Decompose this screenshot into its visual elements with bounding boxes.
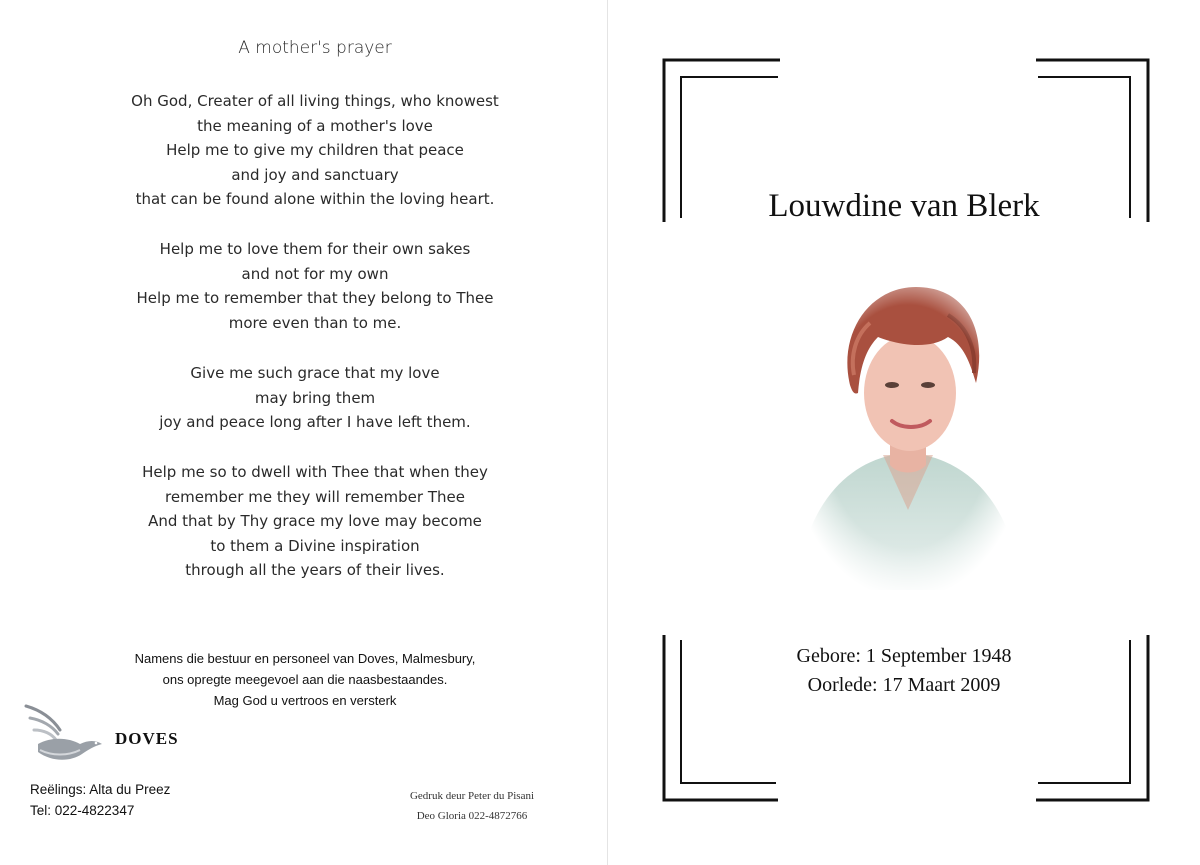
deceased-name: Louwdine van Blerk (768, 188, 1040, 224)
life-dates (608, 642, 1200, 700)
condolence-line: Namens die bestuur en personeel van Doves, Malmesbury, (134, 651, 476, 666)
prayer-stanza-2 (0, 237, 630, 335)
arrangements-contact (30, 779, 170, 821)
prayer-stanza-1 (0, 89, 630, 212)
birth-date: Gebore: 1 September 1948 (796, 645, 1012, 667)
prayer-line: Help me to remember that they belong to Thee (136, 289, 494, 307)
prayer-line: Oh God, Creater of all living things, who knowest (131, 92, 499, 110)
prayer-line: And that by Thy grace my love may become (148, 512, 482, 530)
prayer-stanza-4 (0, 460, 630, 583)
printer-line: Gedruk deur Peter du Pisani (409, 790, 535, 802)
prayer-line: and not for my own (241, 264, 389, 283)
prayer-line: joy and peace long after I have left them. (159, 413, 471, 431)
prayer-line: Give me such grace that my love (190, 364, 440, 382)
printer-line: Deo Gloria 022-4872766 (416, 810, 528, 822)
prayer-line: remember me they will remember Thee (165, 487, 465, 506)
prayer-line: that can be found alone within the loving heart. (135, 190, 495, 208)
prayer-line: through all the years of their lives. (185, 561, 445, 579)
prayer-line: Help me to love them for their own sakes (159, 240, 471, 258)
right-page (608, 0, 1200, 865)
death-date: Oorlede: 17 Maart 2009 (807, 674, 1001, 696)
prayer-line: Help me to give my children that peace (166, 141, 464, 159)
funeral-home-name: DOVES (115, 729, 179, 748)
condolence-line: ons opregte meegevoel aan die naasbestaandes. (162, 672, 448, 687)
prayer-line: to them a Divine inspiration (210, 536, 420, 555)
portrait-photo (798, 275, 1018, 590)
prayer-line: may bring them (254, 388, 376, 407)
arrangements-name: Reëlings: Alta du Preez (30, 782, 171, 797)
prayer-line: the meaning of a mother's love (197, 116, 433, 135)
condolence-line: Mag God u vertroos en versterk (213, 693, 397, 708)
prayer-title: A mother's prayer (238, 38, 392, 58)
arrangements-phone: Tel: 022-4822347 (30, 803, 135, 818)
dove-icon (22, 700, 112, 770)
prayer-line: more even than to me. (228, 313, 402, 332)
prayer-line: and joy and sanctuary (231, 165, 399, 184)
prayer-stanza-3 (0, 361, 630, 435)
prayer-line: Help me so to dwell with Thee that when they (142, 463, 488, 481)
printer-credit (372, 786, 572, 826)
